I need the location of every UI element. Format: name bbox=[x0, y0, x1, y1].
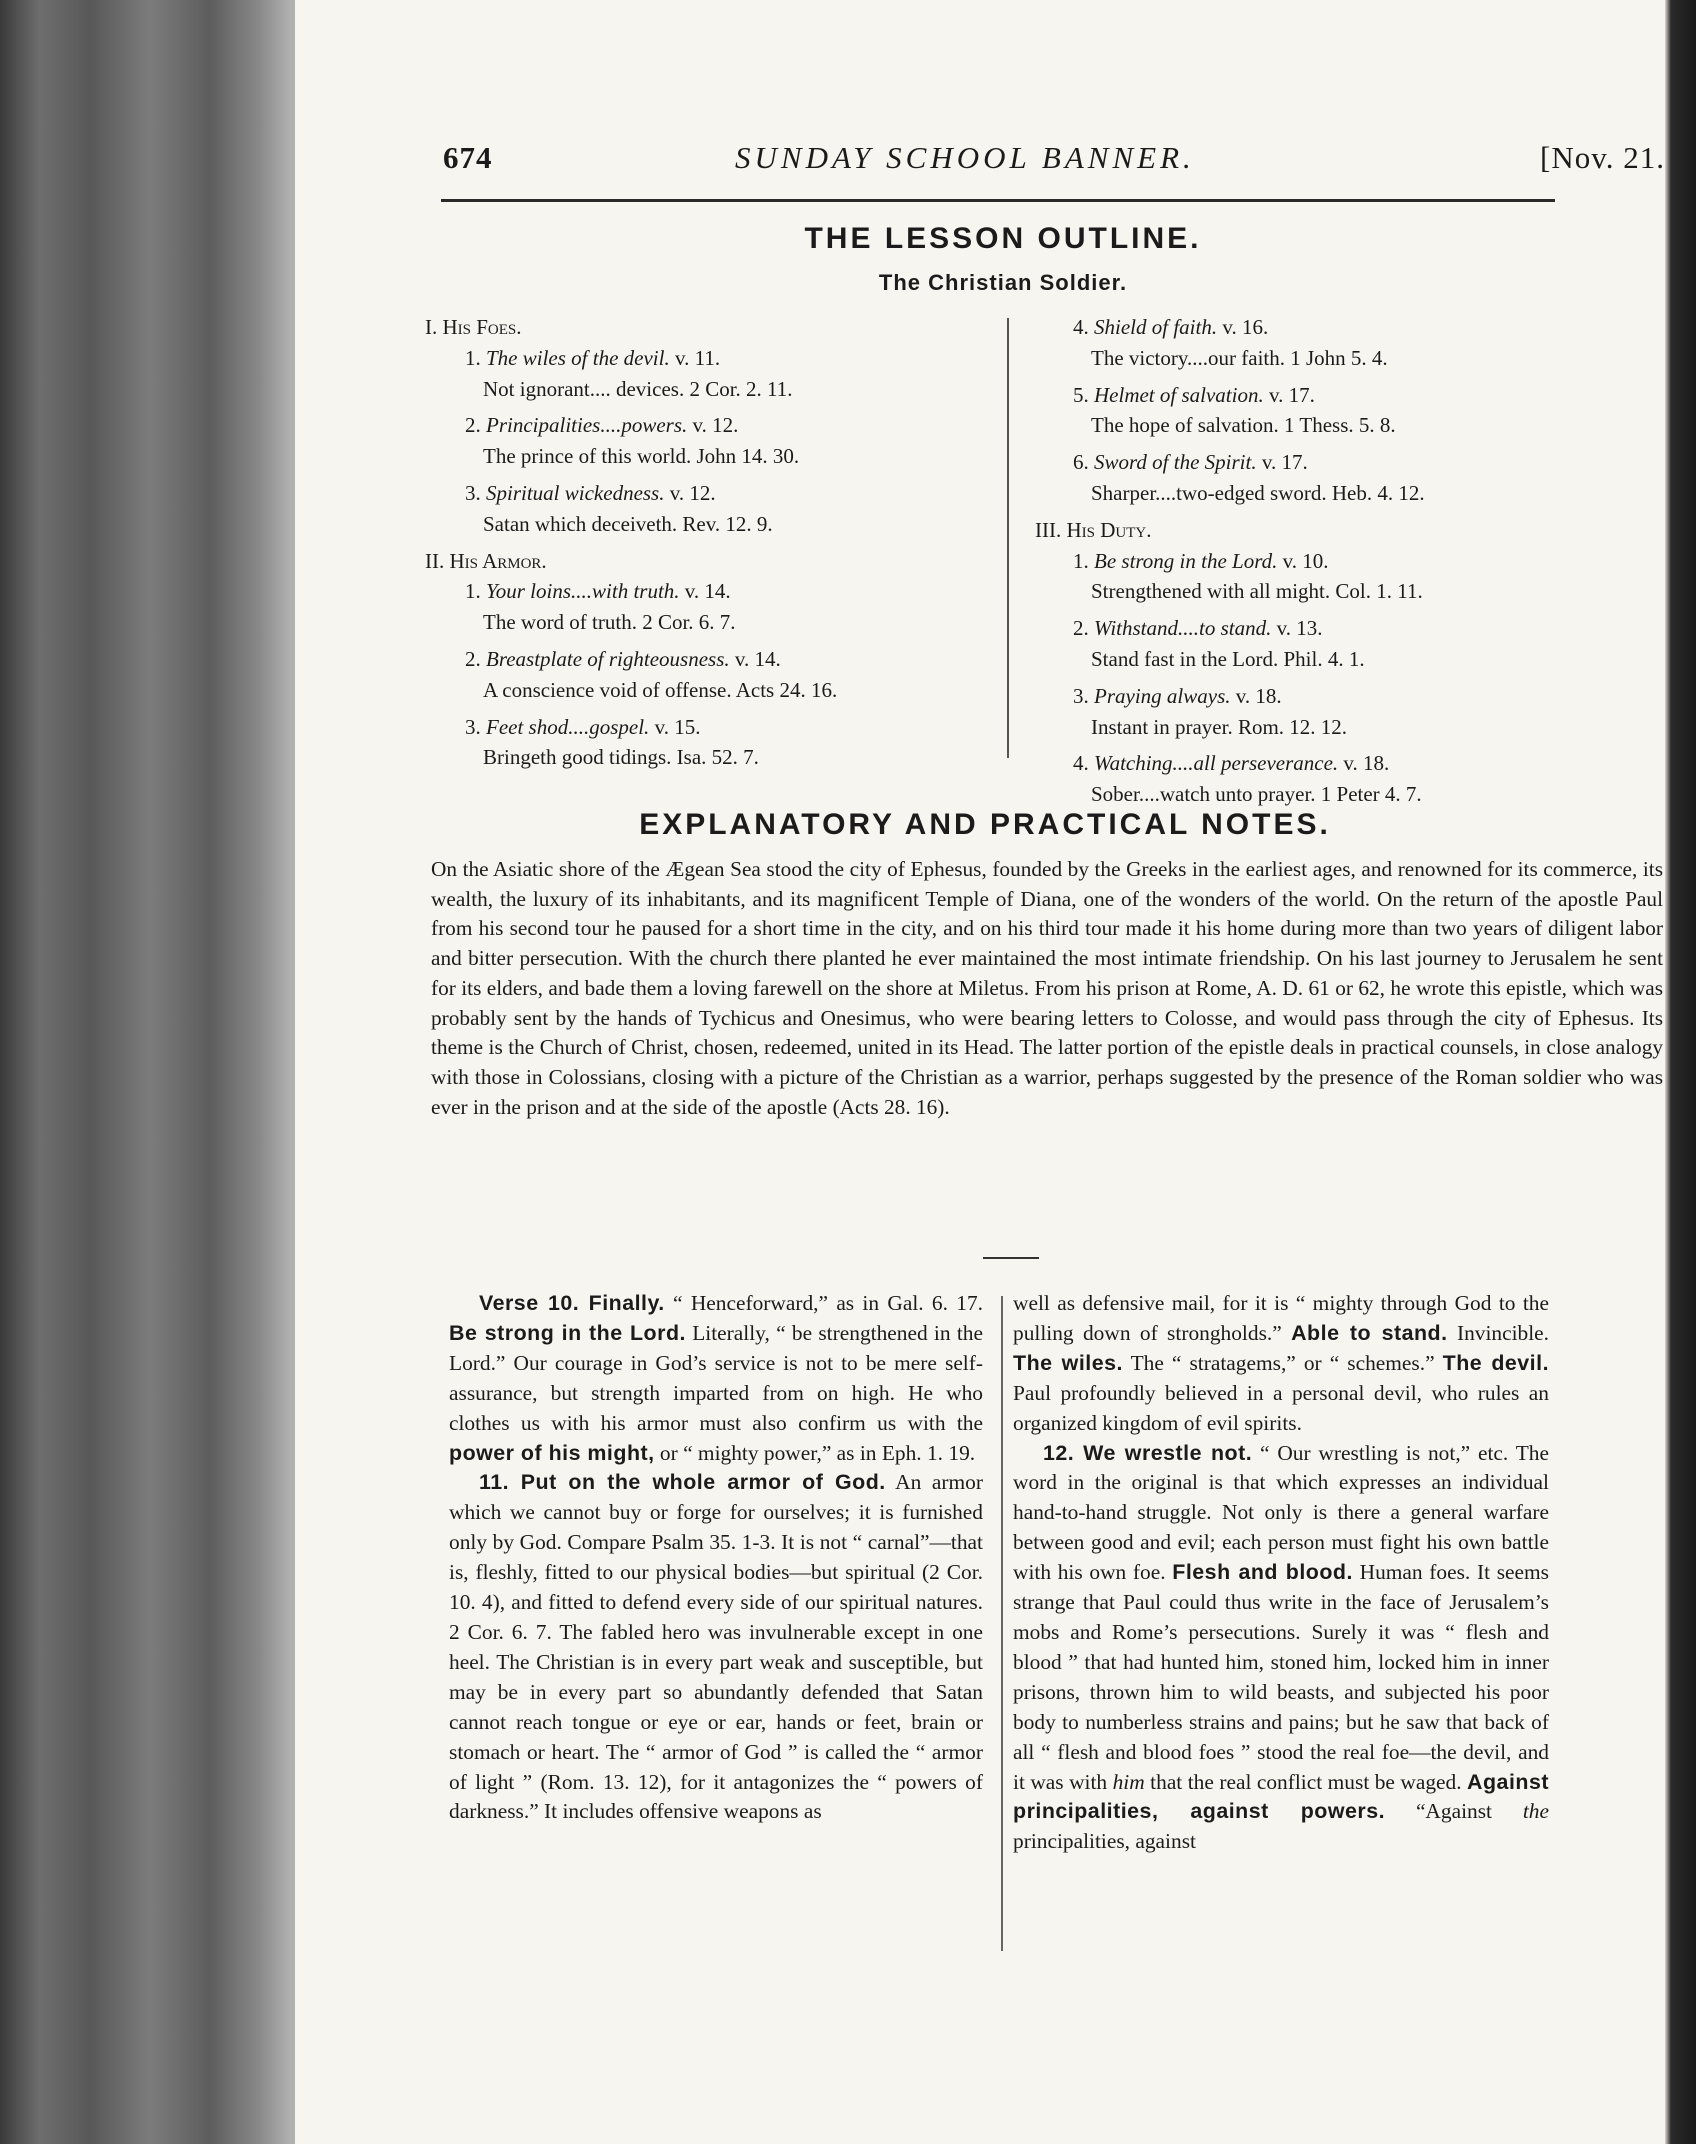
outline-reference: A conscience void of offense. Acts 24. 16. bbox=[483, 677, 838, 702]
outline-reference: Sharper....two-edged sword. Heb. 4. 12. bbox=[1091, 480, 1425, 505]
outline-reference: The word of truth. 2 Cor. 6. 7. bbox=[483, 610, 736, 635]
note-text: “ Our wrestling is not,” etc. The word in the original is that which expresses an individual hand-to-hand struggle. Not only is there a general warfare between good and evil; each person must fight his own battle with his own foe. bbox=[1013, 1440, 1549, 1585]
running-header bbox=[443, 140, 1696, 184]
outline-item-label: Principalities....powers. bbox=[486, 413, 688, 438]
issue-date: [Nov. 21. bbox=[1540, 140, 1665, 175]
outline-item bbox=[1033, 546, 1633, 577]
note-text: An armor which we cannot buy or forge for ourselves; it is furnished only by God. Compare Psalm 35. 1-3. It is not “ carnal”—that is, fleshly, fitted to our physical bodies—but spiritual (2 Cor. 10. 4), and fitted to defend every side of our spiritual natures. 2 Cor. 6. 7. The fabled hero was invulnerable except in one heel. The Christian is in every part weak and susceptible, but may be in every part so abundantly defended that Satan cannot reach tongue or eye or ear, hands or feet, brain or stomach or heart. The “ armor of God ” is called the “ armor of light ” (Rom. 13. 12), for it antagonizes the “ powers of darkness.” It includes offensive weapons as bbox=[449, 1470, 984, 1824]
outline-item-number: 2. bbox=[465, 646, 481, 671]
notes-column-divider bbox=[1001, 1296, 1003, 1951]
outline-item-verse: v. 10. bbox=[1282, 548, 1329, 573]
outline-item bbox=[425, 410, 995, 441]
note-keyword: The wiles. bbox=[1013, 1350, 1123, 1375]
outline-item-number: 6. bbox=[1073, 450, 1089, 475]
outline-item-label: Be strong in the Lord. bbox=[1094, 548, 1278, 573]
outline-item bbox=[1033, 312, 1633, 343]
outline-item bbox=[425, 478, 995, 509]
note-keyword: 11. Put on the whole armor of God. bbox=[479, 1470, 886, 1495]
note-keyword: Verse 10. Finally. bbox=[479, 1291, 665, 1315]
outline-item-number: 5. bbox=[1073, 382, 1089, 407]
outline-reference: Sober....watch unto prayer. 1 Peter 4. 7. bbox=[1091, 782, 1422, 807]
section-divider bbox=[983, 1257, 1039, 1259]
outline-reference: Satan which deceiveth. Rev. 12. 9. bbox=[483, 511, 773, 536]
outline-reference: The hope of salvation. 1 Thess. 5. 8. bbox=[1091, 413, 1396, 438]
note-text: The “ stratagems,” or “ schemes.” bbox=[1122, 1350, 1443, 1375]
outline-reference: The victory....our faith. 1 John 5. 4. bbox=[1091, 345, 1388, 370]
outline-item-label: Breastplate of righteousness. bbox=[486, 646, 730, 671]
header-rule bbox=[441, 199, 1555, 202]
outline-item-number: 3. bbox=[465, 714, 481, 739]
page-number: 674 bbox=[443, 140, 493, 175]
outline-item-label: Praying always. bbox=[1094, 683, 1231, 708]
outline-item bbox=[1033, 613, 1633, 644]
note-text: principalities, against bbox=[1013, 1829, 1196, 1854]
outline-item-verse: v. 17. bbox=[1261, 450, 1308, 475]
note-keyword: Flesh and blood. bbox=[1172, 1560, 1353, 1585]
outline-reference: Strengthened with all might. Col. 1. 11. bbox=[1091, 579, 1423, 604]
note-keyword: Be strong in the Lord. bbox=[449, 1320, 686, 1345]
notes-column-2 bbox=[1013, 1289, 1549, 1857]
outline-section-heading: III. His Duty. bbox=[1035, 517, 1152, 542]
note-paragraph bbox=[449, 1289, 983, 1468]
notes-title: EXPLANATORY AND PRACTICAL NOTES. bbox=[639, 808, 1331, 841]
note-keyword: Against principalities, against powers. bbox=[1013, 1769, 1549, 1824]
outline-item-label: Spiritual wickedness. bbox=[486, 480, 665, 505]
outline-reference: The prince of this world. John 14. 30. bbox=[483, 444, 800, 469]
note-keyword: power of his might, bbox=[449, 1440, 655, 1465]
note-text: Literally, “ be strengthened in the Lord.” Our courage in God’s service is not to be mere self-assurance, but strength imparted from on high. He who clothes us with his armor must also confirm us with the bbox=[449, 1320, 983, 1435]
outline-item bbox=[425, 712, 995, 743]
outline-section-heading: II. His Armor. bbox=[425, 548, 547, 573]
note-paragraph bbox=[449, 1468, 983, 1827]
outline-item-label: Sword of the Spirit. bbox=[1094, 450, 1257, 475]
outline-item-number: 1. bbox=[465, 345, 481, 370]
note-keyword: 12. We wrestle not. bbox=[1043, 1440, 1253, 1465]
outline-column-divider bbox=[1007, 318, 1009, 758]
outline-item-label: Your loins....with truth. bbox=[486, 579, 680, 604]
outline-item-label: Shield of faith. bbox=[1094, 315, 1218, 339]
outline-item-verse: v. 13. bbox=[1276, 616, 1323, 641]
outline-item-number: 1. bbox=[1073, 548, 1089, 573]
note-emphasis: the bbox=[1522, 1799, 1549, 1824]
note-text: “Against bbox=[1385, 1799, 1523, 1824]
note-text: “ Henceforward,” as in Gal. 6. 17. bbox=[664, 1291, 983, 1315]
outline-item-number: 1. bbox=[465, 579, 481, 604]
note-text: well as defensive mail, for it is “ mighty through God to the pulling down of strongholds.” bbox=[1013, 1291, 1549, 1345]
note-text: Invincible. bbox=[1447, 1320, 1550, 1345]
outline-item-label: Watching....all perseverance. bbox=[1094, 751, 1339, 776]
note-emphasis: him bbox=[1112, 1769, 1145, 1794]
outline-item-number: 4. bbox=[1073, 315, 1089, 339]
outline-item-verse: v. 14. bbox=[684, 579, 731, 604]
outline-item-label: Feet shod....gospel. bbox=[486, 714, 650, 739]
outline-section-heading: I. His Foes. bbox=[425, 315, 522, 339]
note-text: Paul profoundly believed in a personal devil, who rules an organized kingdom of evil spirits. bbox=[1013, 1380, 1549, 1435]
outline-item-number: 3. bbox=[465, 480, 481, 505]
note-paragraph bbox=[1013, 1439, 1549, 1858]
publication-title: SUNDAY SCHOOL BANNER. bbox=[735, 140, 1195, 175]
outline-item-verse: v. 12. bbox=[692, 413, 739, 438]
outline-item-label: Withstand....to stand. bbox=[1094, 616, 1272, 641]
outline-item bbox=[1033, 380, 1633, 411]
outline-item-number: 4. bbox=[1073, 751, 1089, 776]
outline-item-number: 2. bbox=[465, 413, 481, 438]
outline-item-verse: v. 11. bbox=[674, 345, 721, 370]
notes-column-1 bbox=[449, 1289, 983, 1827]
outline-item bbox=[425, 343, 995, 374]
note-text: Human foes. It seems strange that Paul could thus write in the face of Jerusalem’s mobs and Rome’s persecutions. Surely it was “ flesh and blood ” that had hunted him, stoned him, locked him in inner prisons, thrown him to wild beasts, and subjected his poor body to numberless strains and pains; but he saw that back of all “ flesh and blood foes ” stood the real foe—the devil, and it was with bbox=[1013, 1560, 1549, 1794]
outline-item bbox=[1033, 447, 1633, 478]
outline-item bbox=[1033, 748, 1633, 779]
page-edge-shadow bbox=[1665, 0, 1696, 2144]
outline-item bbox=[425, 576, 995, 607]
outline-item-verse: v. 15. bbox=[654, 714, 701, 739]
outline-item-number: 2. bbox=[1073, 616, 1089, 641]
outline-item bbox=[425, 644, 995, 675]
outline-item-number: 3. bbox=[1073, 683, 1089, 708]
outline-reference: Instant in prayer. Rom. 12. 12. bbox=[1091, 714, 1348, 739]
note-keyword: Able to stand. bbox=[1291, 1320, 1448, 1345]
outline-right-column bbox=[1033, 312, 1633, 816]
outline-item bbox=[1033, 681, 1633, 712]
outline-reference: Not ignorant.... devices. 2 Cor. 2. 11. bbox=[483, 376, 793, 401]
outline-item-verse: v. 17. bbox=[1268, 382, 1315, 407]
outline-reference: Bringeth good tidings. Isa. 52. 7. bbox=[483, 745, 759, 770]
lesson-outline-subtitle: The Christian Soldier. bbox=[878, 270, 1128, 295]
outline-item-verse: v. 12. bbox=[669, 480, 716, 505]
lesson-outline-title: THE LESSON OUTLINE. bbox=[804, 222, 1202, 255]
outline-item-verse: v. 18. bbox=[1235, 683, 1282, 708]
outline-item-verse: v. 16. bbox=[1222, 315, 1269, 339]
outline-left-column bbox=[425, 312, 995, 779]
outline-item-verse: v. 14. bbox=[734, 646, 781, 671]
note-text: that the real conflict must be waged. bbox=[1144, 1769, 1468, 1794]
outline-item-label: The wiles of the devil. bbox=[486, 345, 670, 370]
book-spine-binding bbox=[0, 0, 295, 2144]
intro-paragraph: On the Asiatic shore of the Ægean Sea stood the city of Ephesus, founded by the Greeks in the earliest ages, and renowned for its commerce, its wealth, the luxury of its inhabitants, and its magnificent Temple of Diana, one of the wonders of the world. On the return of the apostle Paul from his second tour he paused for a short time in the city, and on his third tour made it his home during more than two years of diligent labor and bitter persecution. With the church there planted he ever maintained the most intimate friendship. On his last journey to Jerusalem he sent for its elders, and bade them a loving farewell on the shore at Miletus. From his prison at Rome, A. D. 61 or 62, he wrote this epistle, which was probably sent by the hands of Tychicus and Onesimus, who were bearing letters to Colosse, and would pass through the city of Ephesus. Its theme is the Church of Christ, chosen, redeemed, united in its Head. The latter portion of the epistle deals in practical counsels, in close analogy with those in Colossians, closing with a picture of the Christian as a warrior, perhaps suggested by the presence of the Roman soldier who was ever in the prison and at the side of the apostle (Acts 28. 16). bbox=[431, 857, 1663, 1119]
note-keyword: The devil. bbox=[1442, 1350, 1550, 1375]
note-text: or “ mighty power,” as in Eph. 1. 19. bbox=[654, 1440, 976, 1465]
outline-item-verse: v. 18. bbox=[1343, 751, 1390, 776]
note-paragraph bbox=[1013, 1289, 1549, 1439]
outline-reference: Stand fast in the Lord. Phil. 4. 1. bbox=[1091, 646, 1365, 671]
page bbox=[295, 0, 1665, 2144]
outline-item-label: Helmet of salvation. bbox=[1094, 382, 1264, 407]
